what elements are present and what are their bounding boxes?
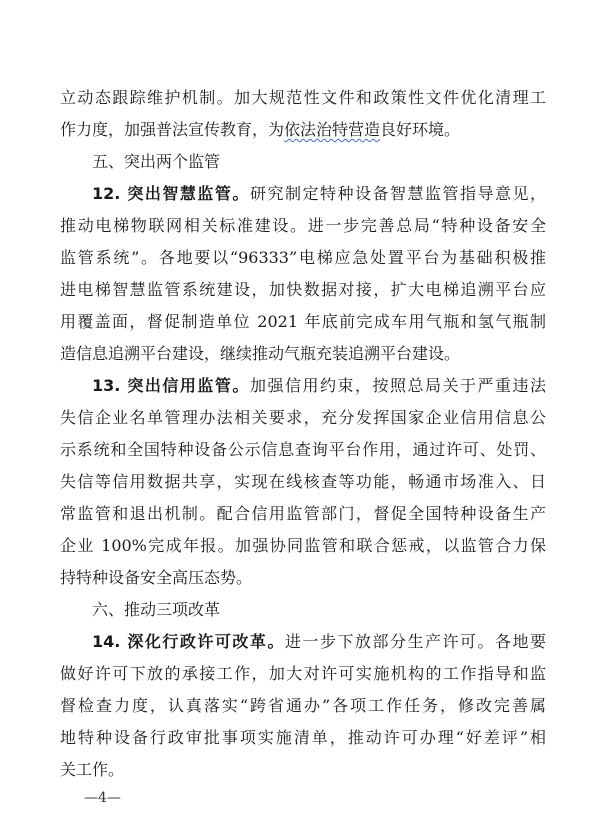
paragraph-line xyxy=(60,178,546,210)
item-title: 13. 突出信用监管。 xyxy=(92,376,250,395)
paragraph-line: 进电梯智慧监管系统建设，加快数据对接，扩大电梯追溯平台应 xyxy=(60,280,546,299)
paragraph-line xyxy=(60,626,546,658)
section-heading-5: 五、突出两个监管 xyxy=(92,152,221,171)
paragraph-line: 监管系统”。各地要以“96333”电梯应急处置平台为基础积极推 xyxy=(60,248,546,267)
paragraph-line: 地特种设备行政审批事项实施清单，推动许可办理“好差评”相 xyxy=(60,728,546,747)
spellcheck-underline-text: 依法治特营造 xyxy=(284,120,381,139)
text-run: 良好环境。 xyxy=(380,120,461,139)
paragraph-line: 企业 100%完成年报。加强协同监管和联合惩戒，以监管合力保 xyxy=(60,536,546,555)
paragraph-line: 示系统和全国特种设备公示信息查询平台作用，通过许可、处罚、 xyxy=(60,440,546,459)
text-run: 作力度，加强普法宣传教育，为 xyxy=(60,120,285,139)
paragraph-line: 关工作。 xyxy=(60,760,125,779)
paragraph-line: 立动态跟踪维护机制。加大规范性文件和政策性文件优化清理工 xyxy=(60,88,546,107)
paragraph-line: 做好许可下放的承接工作，加大对许可实施机构的工作指导和监 xyxy=(60,664,546,683)
paragraph-line xyxy=(60,114,546,146)
item-title: 14. 深化行政许可改革。 xyxy=(92,632,285,651)
paragraph-line: 造信息追溯平台建设，继续推动气瓶充装追溯平台建设。 xyxy=(60,344,461,363)
page-number: —4— xyxy=(84,790,121,806)
paragraph-line xyxy=(60,370,546,402)
paragraph-line: 常监管和退出机制。配合信用监管部门，督促全国特种设备生产 xyxy=(60,504,546,523)
paragraph-line: 督检查力度，认真落实“跨省通办”各项工作任务，修改完善属 xyxy=(60,696,546,715)
paragraph-line: 持特种设备安全高压态势。 xyxy=(60,568,253,587)
paragraph-line: 失信等信用数据共享，实现在线核查等功能，畅通市场准入、日 xyxy=(60,472,546,491)
text-run: 进一步下放部分生产许可。各地要 xyxy=(284,632,546,651)
text-run: 研究制定特种设备智慧监管指导意见， xyxy=(249,184,546,203)
item-title: 12. 突出智慧监管。 xyxy=(92,184,250,203)
document-body xyxy=(60,82,546,786)
paragraph-line: 失信企业名单管理办法相关要求，充分发挥国家企业信用信息公 xyxy=(60,408,546,427)
text-run: 加强信用约束，按照总局关于严重违法 xyxy=(249,376,546,395)
section-heading-6: 六、推动三项改革 xyxy=(92,600,221,619)
paragraph-line: 推动电梯物联网相关标准建设。进一步完善总局“特种设备安全 xyxy=(60,216,546,235)
paragraph-line: 用覆盖面，督促制造单位 2021 年底前完成车用气瓶和氢气瓶制 xyxy=(60,312,546,331)
